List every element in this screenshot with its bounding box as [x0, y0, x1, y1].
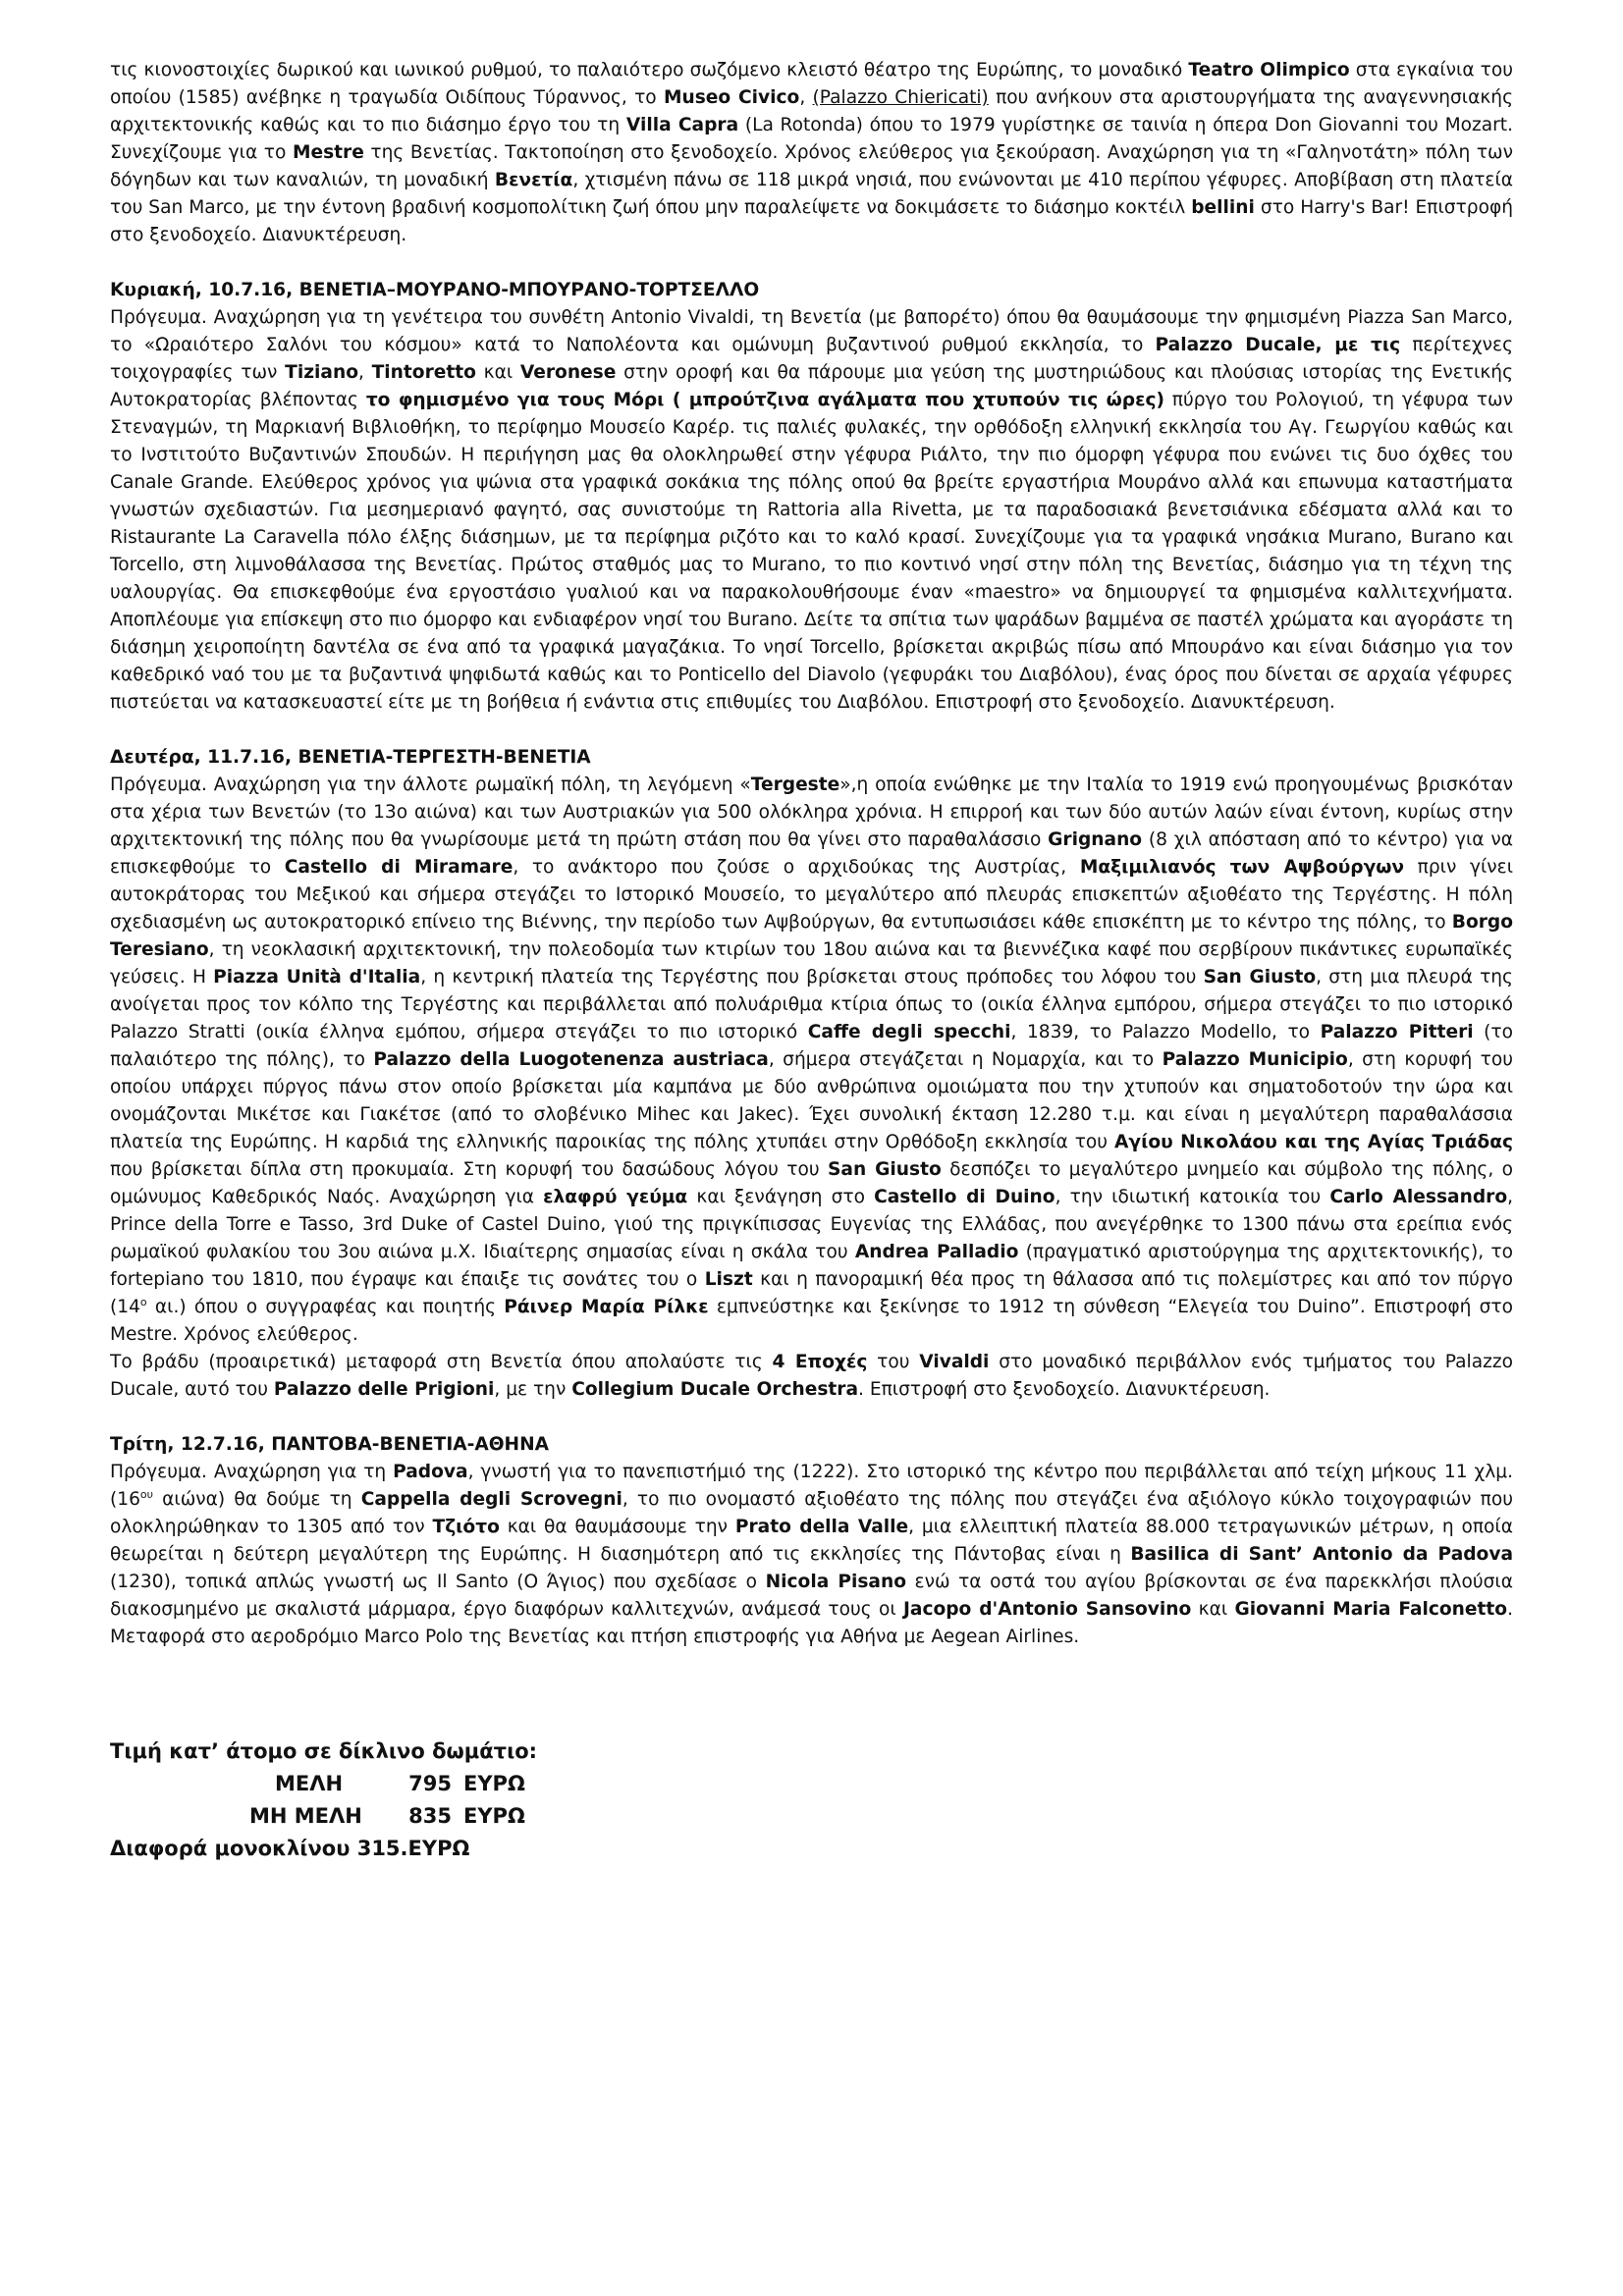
- text-run: που ανήκουν στα αριστουργήματα της αναγεννησιακής αρχιτεκτονικής καθώς και το πιο διάσημο έργο του τη: [110, 87, 1513, 135]
- text-run: και ξενάγηση στο: [687, 1187, 875, 1207]
- text-run: ο: [139, 1295, 147, 1308]
- text-run: στην οροφή και θα πάρουμε μια γεύση της μυστηριώδους και πλούσιας ιστορίας της Ενετικής Αυτοκρατορίας βλέποντας: [110, 362, 1513, 410]
- monday-heading: Δευτέρα, 11.7.16, ΒΕΝΕΤΙΑ-ΤΕΡΓΕΣΤΗ-ΒΕΝΕΤΙΑ: [110, 747, 591, 768]
- text-run: αι.) όπου ο συγγραφέας και ποιητής: [146, 1297, 505, 1317]
- text-run: και: [475, 362, 520, 383]
- text-run: Mestre: [292, 142, 364, 163]
- text-run: Tiziano: [285, 362, 358, 383]
- text-run: και θα θαυμάσουμε την: [499, 1517, 735, 1537]
- text-run: Palazzo della Luogotenenza austriaca: [373, 1049, 769, 1070]
- monday-paragraph: [110, 772, 1513, 1349]
- text-run: Πρόγευμα. Αναχώρηση για τη γενέτειρα του συνθέτη Antonio Vivaldi, τη Βενετία (με βαπορέτο) όπου θα θαυμάσουμε την φημισμένη Piazza San Marco, το «Ωραιότερο Σαλόνι του κόσμου» κατά το Ναπολέοντα και ομώνυμη βυζαντινού ρυθμού εκκλησία, το: [110, 307, 1513, 355]
- text-run: ,: [357, 362, 372, 383]
- text-run: Palazzo Pitteri: [1320, 1022, 1474, 1042]
- price-currency: ΕΥΡΩ: [463, 1804, 525, 1828]
- single-supplement: Διαφορά μονοκλίνου 315.ΕΥΡΩ: [110, 1837, 470, 1860]
- text-run: Carlo Alessandro: [1329, 1187, 1508, 1207]
- text-run: , στη κορυφή του οποίου υπάρχει πύργος πάνω στον οποίο βρίσκεται μία καμπάνα με δύο ανθρώπινα ομοιώματα που την χτυπούν και σηματοδοτούν την ώρα και ονομάζονται Μικέτσε και Γιακέτσε (από το σλοβένικο Mihec και Jakec). Έχει συνολική έκταση 12.280 τ.μ. και είναι η μεγαλύτερη παραθαλάσσια πλατεία της Ευρώπης. Η καρδιά της ελληνικής παροικίας της πόλης χτυπάει στην Ορθόδοξη εκκλησία του: [110, 1049, 1514, 1152]
- text-run: Cappella degli Scrovegni: [360, 1489, 622, 1510]
- text-run: , Prince della Torre e Tasso, 3rd Duke of Castel Duino, γιού της πριγκίπισσας Ευγενίας της Ελλάδας, που ανεγέρθηκε το 1300 πάνω στα ερείπια ενός ρωμαϊκού φυλακίου του 3ου αιώνα μ.Χ. Ιδιαίτερης σημασίας είναι η σκάλα του: [110, 1187, 1514, 1262]
- text-run: (1230), τοπικά απλώς γνωστή ως Il Santo (Ο Άγιος) που σχεδίασε ο: [110, 1572, 766, 1592]
- text-run: Palazzo Municipio: [1162, 1049, 1348, 1070]
- text-run: εμπνεύστηκε και ξεκίνησε το 1912 τη σύνθεση “Ελεγεία του Duino”. Επιστροφή στο Mestre. Χρόνος ελεύθερος.: [110, 1297, 1513, 1345]
- text-run: ελαφρύ γεύμα: [543, 1187, 688, 1207]
- pricing-block: [110, 1735, 1513, 1865]
- text-run: , με την: [494, 1379, 572, 1400]
- text-run: , χτισμένη πάνω σε 118 μικρά νησιά, που ενώνονται με 410 περίπου γέφυρες. Αποβίβαση στη πλατεία του San Marco, με την έντονη βραδινή κοσμοπολίτικη ζωή όπου μην παραλείψετε να δοκιμάσετε το διάσημο κοκτέιλ: [110, 170, 1513, 218]
- text-run: ου: [139, 1487, 154, 1501]
- text-run: (το παλαιότερο της πόλης), το: [110, 1022, 1513, 1070]
- price-currency: ΕΥΡΩ: [463, 1772, 525, 1795]
- text-run: Museo Civico: [663, 87, 800, 108]
- text-run: Liszt: [704, 1269, 753, 1290]
- text-run: στο μοναδικό περιβάλλον ενός τμήματος του Palazzo Ducale, αυτό του: [110, 1352, 1513, 1400]
- text-run: που βρίσκεται δίπλα στη προκυμαία. Στη κορυφή του δασώδους λόγου του: [110, 1159, 829, 1180]
- price-amount: 795: [408, 1772, 452, 1795]
- text-run: το φημισμένο για τους Μόρι ( μπρούτζινα αγάλματα που χτυπούν τις ώρες): [365, 390, 1164, 410]
- text-run: στο Harry's Bar! Επιστροφή στο ξενοδοχείο. Διανυκτέρευση.: [110, 197, 1513, 245]
- text-run: , μια ελλειπτική πλατεία 88.000 τετραγωνικών μέτρων, η οποία θεωρείται η δεύτερη μεγαλύτερη της Ευρώπης. Η διασημότερη από τις εκκλησίες της Πάντοβας είναι η: [110, 1517, 1513, 1565]
- text-run: Castello di Duino: [874, 1187, 1055, 1207]
- text-run: Veronese: [519, 362, 617, 383]
- price-label: ΜΗ ΜΕΛΗ: [249, 1804, 362, 1828]
- price-label: ΜΕΛΗ: [275, 1772, 344, 1795]
- text-run: , η κεντρική πλατεία της Τεργέστης που βρίσκεται στους πρόποδες του λόφου του: [420, 967, 1204, 988]
- text-run: Padova: [393, 1462, 468, 1482]
- text-run: Πρόγευμα. Αναχώρηση για την άλλοτε ρωμαϊκή πόλη, τη λεγόμενη «: [110, 774, 751, 795]
- text-run: , στη μια πλευρά της ανοίγεται προς τον κόλπο της Τεργέστης και περιβάλλεται από πολυάριθμα κτίρια όπως το (οικία έλληνα εμπόρου, σήμερα στεγάζει το πιο ιστορικό Palazzo Stratti (οικία έλληνα εμόπου, σήμερα στεγάζει το πιο ιστορικό: [110, 967, 1513, 1042]
- text-run: Caffe degli specchi: [807, 1022, 1011, 1042]
- text-run: Αγίου Νικολάου και της Αγίας Τριάδας: [1114, 1132, 1514, 1152]
- text-run: Andrea Palladio: [854, 1242, 1019, 1262]
- text-run: , το πιο ονομαστό αξιοθέατο της πόλης που στεγάζει ένα αξιόλογο κύκλο τοιχογραφιών που ολοκληρώθηκαν το 1305 από τον: [110, 1489, 1513, 1537]
- text-run: Palazzo delle Prigioni: [273, 1379, 495, 1400]
- monday-evening-paragraph: [110, 1349, 1513, 1404]
- text-run: Giovanni Maria Falconetto: [1234, 1599, 1508, 1620]
- text-run: »,η οποία ενώθηκε με την Ιταλία το 1919 ενώ προηγουμένως βρισκόταν στα χέρια των Βενετών (το 13ο αιώνα) και των Αυστριακών για 500 ολόκληρα χρόνια. Η επιρροή και των δύο αυτών λαών είναι έντονη, κυρίως στην αρχιτεκτονική της πόλης που θα γνωρίσουμε μετά τη πρώτη στάση που θα γίνει στο παραθαλάσσιο: [110, 774, 1513, 850]
- text-run: πύργο του Ρολογιού, τη γέφυρα των Στεναγμών, τη Μαρκιανή Βιβλιοθήκη, το περίφημο Μουσείο Καρέρ. τις παλιές φυλακές, την ορθόδοξη ελληνική εκκλησία του Αγ. Γεωργίου καθώς και το Ινστιτούτο Βυζαντινών Σπουδών. Η περιήγηση μας θα ολοκληρωθεί στην γέφυρα Ριάλτο, την πιο όμορφη γέφυρα που ενώνει τις δυο όχθες του Canale Grande. Ελεύθερος χρόνος για ψώνια στα γραφικά σοκάκια της πόλης οπού θα βρείτε εργαστήρια Μουράνο αλλά και επωνυμα καταστήματα γνωστών σχεδιαστών. Για μεσημεριανό φαγητό, σας συνιστούμε τη Rattoria alla Rivetta, με τα παραδοσιακά βενετσιάνικα εδέσματα αλλά και το Ristaurante La Caravella πόλο έλξης διάσημων, με τα περίφημα ριζότο και το καλό κρασί. Συνεχίζουμε για τα γραφικά νησάκια Murano, Burano και Torcello, στη λιμνοθάλασσα της Βενετίας. Πρώτος σταθμός μας το Murano, το πιο κοντινό νησί στην πόλη της Βενετίας, διάσημο για τη τέχνη της υαλουργίας. Θα επισκεφθούμε ένα εργοστάσιο γυαλιού και να παρακολουθήσουμε έναν «maestro» να δημιουργεί τα φημισμένα καλλιτεχνήματα. Αποπλέουμε για επίσκεψη στο πιο όμορφο και ενδιαφέρον νησί του Burano. Δείτε τα σπίτια των ψαράδων βαμμένα σε παστέλ χρώματα και αγοράστε τη διάσημη χειροποίητη δαντέλα σε ένα από τα γραφικά μαγαζάκια. Το νησί Torcello, βρίσκεται ακριβώς πίσω από Μπουράνο και είναι διάσημο για τον καθεδρικό ναό του με τα βυζαντινά ψηφιδωτά καθώς και το Ponticello del Diavolo (γεφυράκι του Διαβόλου), ένας όρος που δίνεται σε αρχαία γέφυρες πιστεύεται να κατασκευαστεί είτε με τη βοήθεια ή ενάντια στις επιθυμίες του Διαβόλου. Επιστροφή στο ξενοδοχείο. Διανυκτέρευση.: [110, 390, 1513, 713]
- text-run: . Επιστροφή στο ξενοδοχείο. Διανυκτέρευση.: [858, 1379, 1271, 1400]
- day-monday: [110, 744, 1513, 1404]
- text-run: , το ανάκτορο που ζούσε ο αρχιδούκας της Αυστρίας,: [513, 857, 1080, 878]
- text-run: Tergeste: [750, 774, 840, 795]
- tuesday-paragraph: [110, 1459, 1513, 1651]
- text-run: bellini: [1191, 197, 1255, 218]
- text-run: . Μεταφορά στο αεροδρόμιο Marco Polo της Βενετίας και πτήση επιστροφής για Αθήνα με Aegean Airlines.: [110, 1599, 1513, 1647]
- price-row-members: [110, 1768, 1513, 1800]
- text-run: (8 χιλ απόσταση από το κέντρο) για να επισκεφθούμε το: [110, 829, 1513, 878]
- text-run: Villa Capra: [625, 115, 739, 135]
- text-run: Collegium Ducale Orchestra: [571, 1379, 859, 1400]
- text-run: , την ιδιωτική κατοικία του: [1055, 1187, 1330, 1207]
- text-run: τις κιονοστοιχίες δωρικού και ιωνικού ρυθμού, το παλαιότερο σωζόμενο κλειστό θέατρο της Ευρώπης, το μοναδικό: [110, 60, 1189, 80]
- text-run: Ράινερ Μαρία Ρίλκε: [504, 1297, 709, 1317]
- text-run: Nicola Pisano: [765, 1572, 906, 1592]
- text-run: (La Rotonda) όπου το 1979 γυρίστηκε σε ταινία η όπερα Don Giovanni του Mozart. Συνεχίζουμε για το: [110, 115, 1513, 163]
- text-run: Prato della Valle: [734, 1517, 909, 1537]
- pricing-title: Τιμή κατ’ άτομο σε δίκλινο δωμάτιο:: [110, 1739, 538, 1763]
- text-run: Castello di Miramare: [284, 857, 514, 878]
- text-run: Piazza Unità d'Italia: [213, 967, 421, 988]
- price-row-non-members: [110, 1800, 1513, 1833]
- text-run: Jacopo d'Antonio Sansovino: [902, 1599, 1192, 1620]
- text-run: πριν γίνει αυτοκράτορας του Μεξικού και σήμερα στεγάζει το Ιστορικό Μουσείο, το μεγαλύτερο από πλευράς επισκεπτών αξιοθέατο της Τεργέστης. Η πόλη σχεδιασμένη ως αυτοκρατορικό επίνειο της Βιέννης, την περίοδο των Αψβούργων, θα εντυπωσιάσει κάθε επισκέπτη με το κέντρο της πόλης, το: [110, 857, 1513, 933]
- text-run: San Giusto: [828, 1159, 942, 1180]
- sunday-paragraph: [110, 304, 1513, 717]
- price-amount: 835: [408, 1804, 452, 1828]
- text-run: Basilica di Sant’ Antonio da Padova: [1130, 1544, 1513, 1565]
- text-run: ,: [799, 87, 813, 108]
- text-run: 4 Εποχές: [772, 1352, 868, 1372]
- intro-paragraph: [110, 57, 1513, 249]
- text-run: περίτεχνες τοιχογραφίες των: [110, 335, 1514, 383]
- text-run: San Giusto: [1203, 967, 1317, 988]
- text-run: , τη νεοκλασική αρχιτεκτονική, την πολεοδομία των κτιρίων του 18ου αιώνα και τα βιεννέζικα καφέ που σερβίρουν πικάντικες ευρωπαϊκές γεύσεις. Η: [110, 939, 1513, 988]
- text-run: Tintoretto: [371, 362, 476, 383]
- text-run: Μαξιμιλιανός των Αψβούργων: [1079, 857, 1405, 878]
- text-run: Τζιότο: [432, 1517, 500, 1537]
- text-run: και: [1191, 1599, 1235, 1620]
- text-run: Το βράδυ (προαιρετικά) μεταφορά στη Βενετία όπου απολαύστε τις: [110, 1352, 773, 1372]
- text-run: , 1839, το Palazzo Modello, το: [1010, 1022, 1321, 1042]
- text-run: Palazzo Ducale, με τις: [1155, 335, 1401, 355]
- day-sunday: [110, 277, 1513, 717]
- text-run: της Βενετίας. Τακτοποίηση στο ξενοδοχείο. Χρόνος ελεύθερος για ξεκούραση. Αναχώρηση για τη «Γαληνοτάτη» πόλη των δόγηδων και των καναλιών, τη μοναδική: [110, 142, 1513, 190]
- text-run: (Palazzo Chiericati): [812, 87, 989, 108]
- text-run: ενώ τα οστά του αγίου βρίσκονται σε ένα παρεκκλήσι πλούσια διακοσμημένο με σκαλιστά μάρμαρα, έργο διαφόρων καλλιτεχνών, ανάμεσά τους οι: [110, 1572, 1513, 1620]
- text-run: , γνωστή για το πανεπιστήμιό της (1222). Στο ιστορικό της κέντρο που περιβάλλεται από τείχη μήκους 11 χλμ. (16: [110, 1462, 1513, 1510]
- text-run: Grignano: [1048, 829, 1143, 850]
- text-run: Teatro Olimpico: [1188, 60, 1350, 80]
- day-tuesday: [110, 1431, 1513, 1651]
- text-run: αιώνα) θα δούμε τη: [153, 1489, 361, 1510]
- text-run: Πρόγευμα. Αναχώρηση για τη: [110, 1462, 394, 1482]
- text-run: δεσπόζει το μεγαλύτερο μνημείο και σύμβολο της πόλης, ο ομώνυμος Καθεδρικός Ναός. Αναχώρηση για: [110, 1159, 1513, 1207]
- text-run: (πραγματικό αριστούργημα της αρχιτεκτονικής), το fortepiano του 1810, που έγραψε και έπαιξε τις σονάτες του ο: [110, 1242, 1513, 1290]
- text-run: Vivaldi: [919, 1352, 990, 1372]
- text-run: , σήμερα στεγάζεται η Νομαρχία, και το: [768, 1049, 1163, 1070]
- text-run: του: [867, 1352, 920, 1372]
- tuesday-heading: Τρίτη, 12.7.16, ΠΑΝΤΟΒΑ-ΒΕΝΕΤΙΑ-ΑΘΗΝΑ: [110, 1434, 550, 1455]
- text-run: Borgo Teresiano: [110, 912, 1513, 960]
- text-run: και η πανοραμική θέα προς τη θάλασσα από τις πολεμίστρες και από τον πύργο (14: [110, 1269, 1514, 1317]
- text-run: στα εγκαίνια του οποίου (1585) ανέβηκε η τραγωδία Οιδίπους Τύραννος, το: [110, 60, 1513, 108]
- text-run: Βενετία: [494, 170, 573, 190]
- sunday-heading: Κυριακή, 10.7.16, ΒΕΝΕΤΙΑ–ΜΟΥΡΑΝΟ-ΜΠΟΥΡΑΝΟ-ΤΟΡΤΣΕΛΛΟ: [110, 280, 760, 300]
